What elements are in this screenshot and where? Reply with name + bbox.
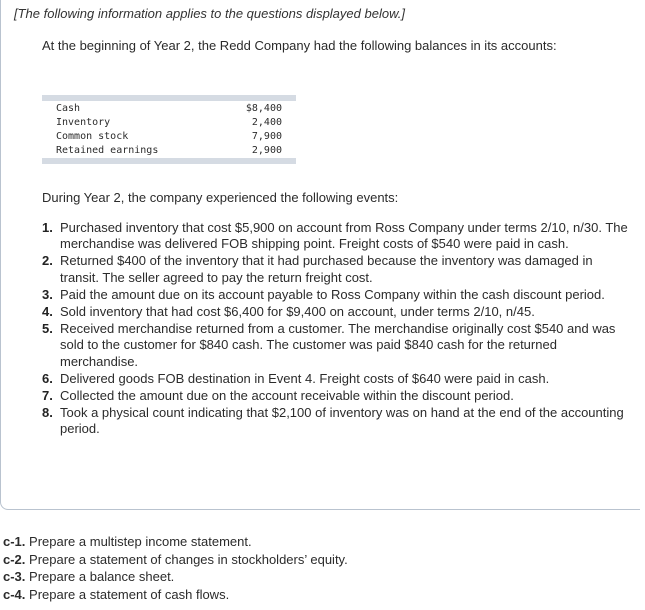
events-intro: During Year 2, the company experienced the following events:: [42, 190, 399, 205]
account-name: Common stock: [56, 131, 129, 142]
table-row: [42, 116, 296, 130]
list-item: [42, 405, 632, 437]
requirement-label: c-4.: [3, 586, 26, 602]
account-amount: 7,900: [251, 131, 282, 142]
requirement-label: c-1.: [3, 534, 26, 549]
table-row: [42, 130, 296, 144]
event-number: 1.: [42, 220, 53, 235]
requirement-text: Prepare a balance sheet.: [29, 569, 175, 584]
account-name: Retained earnings: [56, 145, 159, 156]
event-number: 7.: [42, 388, 53, 404]
requirement-label: c-2.: [3, 551, 26, 567]
requirement-text: Prepare a statement of cash flows.: [29, 586, 230, 602]
event-text: Took a physical count indicating that $2,100 of inventory was on hand at the end of the accounting period.: [60, 405, 624, 437]
event-number: 3.: [42, 286, 53, 302]
event-text: Collected the amount due on the account receivable within the discount period.: [60, 388, 514, 404]
requirement-item: [3, 586, 348, 604]
list-item: [42, 220, 632, 252]
list-item: [42, 287, 632, 303]
event-number: 2.: [42, 253, 53, 269]
event-text: Paid the amount due on its account payable to Ross Company within the cash discount period.: [60, 286, 605, 302]
event-text: Received merchandise returned from a customer. The merchandise originally cost $540 and was sold to the customer for $840 cash. The customer was paid $840 cash for the returned merchandise.: [60, 321, 616, 369]
beginning-balances-table: [42, 95, 296, 164]
intro-text: At the beginning of Year 2, the Redd Company had the following balances in its accounts:: [42, 38, 557, 53]
account-amount: 2,900: [251, 145, 282, 156]
list-item: [42, 304, 632, 320]
requirement-item: [3, 533, 348, 551]
list-item: [42, 388, 632, 404]
account-name: Cash: [56, 103, 81, 114]
table-row: [42, 144, 296, 161]
event-number: 8.: [42, 405, 53, 421]
event-text: Returned $400 of the inventory that it had purchased because the inventory was damaged in transit. The seller agreed to pay the return freight cost.: [60, 253, 593, 285]
requirement-item: [3, 551, 348, 569]
requirement-label: c-3.: [3, 569, 26, 584]
account-name: Inventory: [56, 117, 111, 128]
event-number: 4.: [42, 304, 53, 320]
event-number: 5.: [42, 321, 53, 337]
event-number: 6.: [42, 370, 53, 386]
requirement-text: Prepare a statement of changes in stockholders’ equity.: [29, 551, 348, 567]
table-row: [42, 98, 296, 116]
event-text: Sold inventory that had cost $6,400 for $9,400 on account, under terms 2/10, n/45.: [60, 304, 535, 320]
account-amount: $8,400: [245, 103, 282, 114]
events-list: [42, 220, 632, 439]
requirement-item: [3, 568, 348, 586]
requirement-text: Prepare a multistep income statement.: [29, 534, 252, 549]
event-text: Delivered goods FOB destination in Event 4. Freight costs of $640 were paid in cash.: [60, 370, 550, 386]
list-item: [42, 371, 632, 387]
requirements-list: [3, 533, 348, 603]
event-text: Purchased inventory that cost $5,900 on account from Ross Company under terms 2/10, n/30. The merchandise was delivered FOB shipping point. Freight costs of $540 were paid in cash.: [60, 220, 628, 252]
list-item: [42, 253, 632, 285]
list-item: [42, 321, 632, 370]
header-note: [The following information applies to the questions displayed below.]: [14, 6, 405, 21]
account-amount: 2,400: [251, 117, 282, 128]
